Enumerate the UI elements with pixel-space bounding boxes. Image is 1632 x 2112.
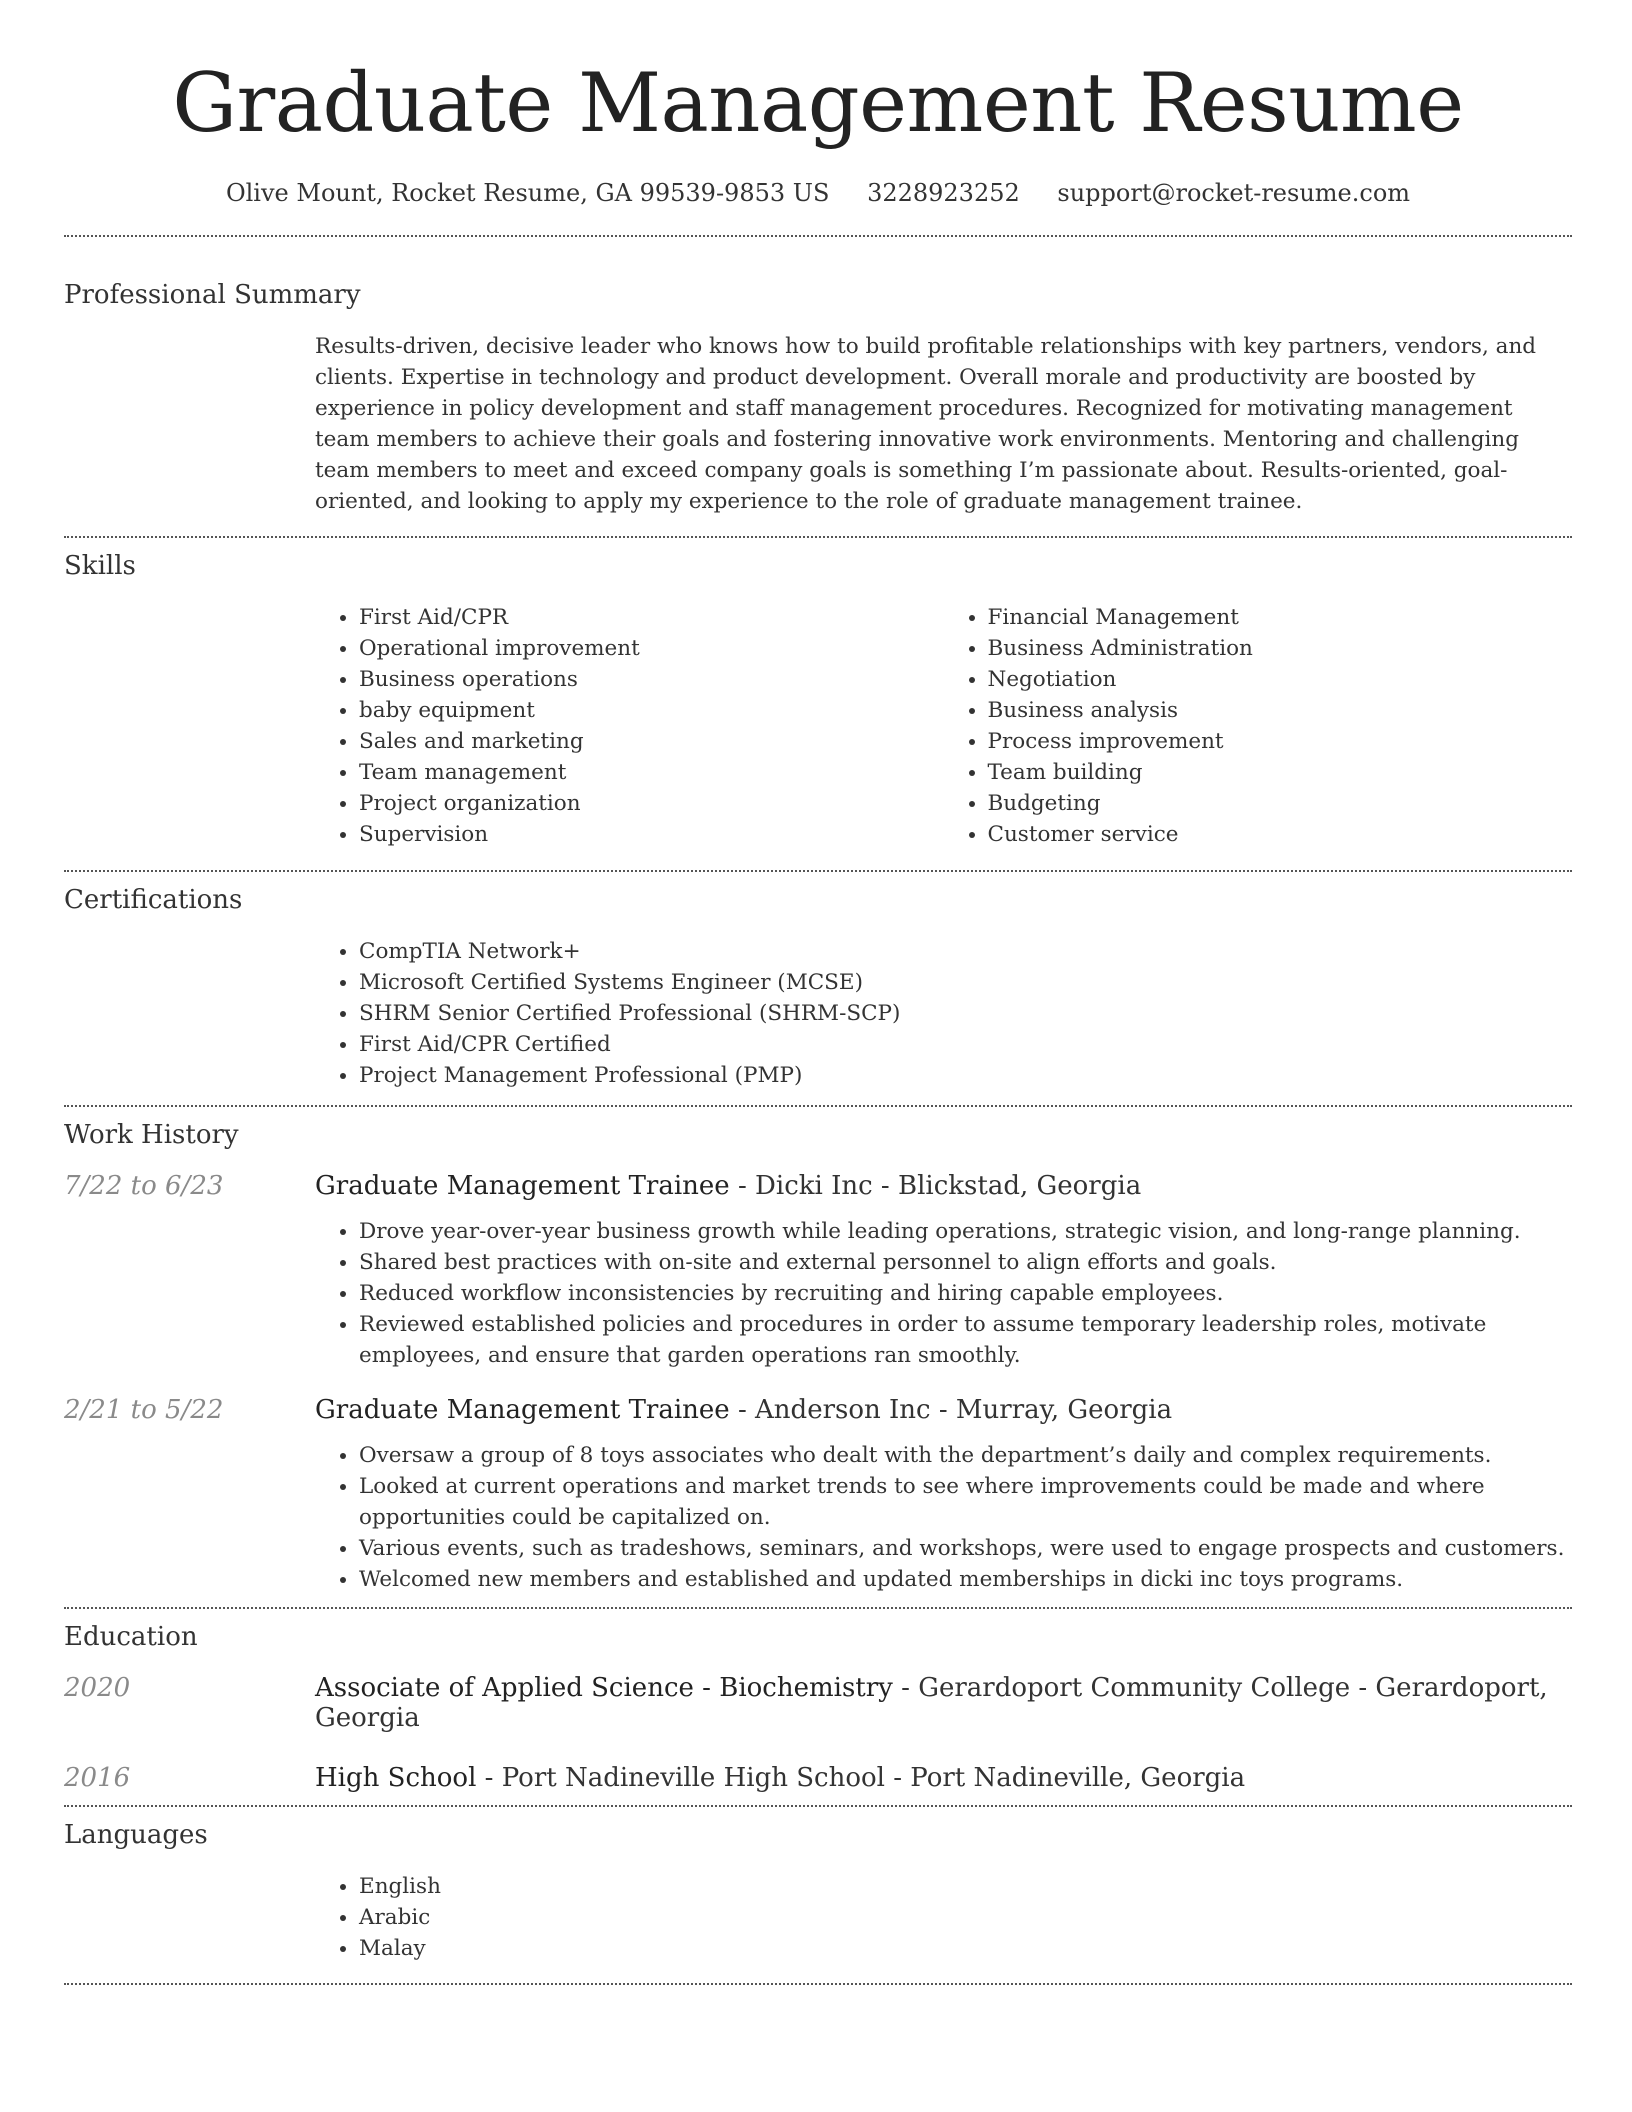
skill-item: • Financial Management	[988, 602, 1573, 633]
section-skills	[64, 549, 1572, 850]
divider	[64, 870, 1572, 872]
language-item: • English	[359, 1871, 1572, 1902]
education-year: 2016	[64, 1763, 131, 1793]
job-bullets	[315, 1440, 1572, 1595]
divider	[64, 1805, 1572, 1807]
section-summary	[64, 278, 1572, 517]
skill-item: • Budgeting	[988, 788, 1573, 819]
section-heading: Skills	[64, 551, 136, 581]
education-year: 2020	[64, 1673, 131, 1703]
separator: -	[729, 1171, 756, 1201]
education-entry	[64, 1763, 1572, 1793]
divider	[64, 1983, 1572, 1985]
section-heading: Certifications	[64, 885, 243, 915]
job-heading	[315, 1171, 1141, 1201]
job-dates: 7/22 to 6/23	[64, 1171, 224, 1201]
job-entry	[64, 1171, 1572, 1371]
skill-item: • Project organization	[359, 788, 944, 819]
certification-item: • SHRM Senior Certified Professional (SHRM-SCP)	[359, 998, 1572, 1029]
job-title: Graduate Management Trainee	[315, 1395, 730, 1425]
skill-item: • Business Administration	[988, 633, 1573, 664]
job-company-location: Anderson Inc - Murray, Georgia	[755, 1395, 1173, 1425]
skill-item: • Business operations	[359, 664, 944, 695]
skills-list-right	[944, 602, 1573, 850]
certification-item: • Microsoft Certified Systems Engineer (MCSE)	[359, 967, 1572, 998]
education-degree: Associate of Applied Science - Biochemistry	[315, 1673, 893, 1703]
section-heading: Education	[64, 1622, 198, 1652]
summary-text: Results-driven, decisive leader who knows how to build profitable relationships with key partners, vendors, and clients. Expertise in technology and product development. Overall morale and productivity are boosted by experience in policy development and staff management procedures. Recognized for motivating management team members to achieve their goals and fostering innovative work environments. Mentoring and challenging team members to meet and exceed company goals is something I’m passionate about. Results-oriented, goal-oriented, and looking to apply my experience to the role of graduate management trainee.	[315, 334, 1537, 514]
job-bullet: • Reviewed established policies and procedures in order to assume temporary leadership roles, motivate employees, and ensure that garden operations ran smoothly.	[359, 1309, 1572, 1371]
education-heading	[315, 1763, 1245, 1793]
certifications-content	[315, 936, 1572, 1091]
contact-line	[64, 176, 1572, 210]
skill-item: • baby equipment	[359, 695, 944, 726]
job-bullet: • Welcomed new members and established and updated memberships in dicki inc toys programs.	[359, 1564, 1572, 1595]
skill-item: • Negotiation	[988, 664, 1573, 695]
certification-item: • Project Management Professional (PMP)	[359, 1060, 1572, 1091]
divider	[64, 1105, 1572, 1107]
education-degree: High School	[315, 1763, 477, 1793]
education-school: Port Nadineville High School - Port Nadineville, Georgia	[501, 1763, 1246, 1793]
education-heading	[315, 1673, 1572, 1733]
skill-item: • Sales and marketing	[359, 726, 944, 757]
certification-item: • First Aid/CPR Certified	[359, 1029, 1572, 1060]
separator: -	[476, 1763, 502, 1793]
skill-item: • Customer service	[988, 819, 1573, 850]
section-certifications	[64, 883, 1572, 1091]
contact-address: Olive Mount, Rocket Resume, GA 99539-9853 US	[225, 179, 830, 207]
section-heading: Languages	[64, 1820, 208, 1850]
skill-item: • First Aid/CPR	[359, 602, 944, 633]
job-bullet: • Reduced workflow inconsistencies by recruiting and hiring capable employees.	[359, 1278, 1572, 1309]
job-entry	[64, 1395, 1572, 1595]
education-list	[64, 1673, 1572, 1793]
language-item: • Malay	[359, 1933, 1572, 1964]
job-bullets	[315, 1216, 1572, 1371]
job-heading	[315, 1395, 1172, 1425]
skill-item: • Supervision	[359, 819, 944, 850]
skills-list-left	[315, 602, 944, 850]
section-languages	[64, 1818, 1572, 1964]
job-bullet: • Shared best practices with on-site and external personnel to align efforts and goals.	[359, 1247, 1572, 1278]
skill-item: • Operational improvement	[359, 633, 944, 664]
resume-title: Graduate Management Resume	[172, 57, 1464, 151]
separator: -	[729, 1395, 756, 1425]
skill-item: • Team management	[359, 757, 944, 788]
divider	[64, 235, 1572, 237]
section-education	[64, 1620, 1572, 1793]
section-work-history	[64, 1118, 1572, 1595]
languages-content	[315, 1871, 1572, 1964]
job-title: Graduate Management Trainee	[315, 1171, 730, 1201]
job-bullet: • Looked at current operations and market trends to see where improvements could be made and where opportunities could be capitalized on.	[359, 1471, 1572, 1533]
resume-page	[64, 0, 1572, 1985]
job-bullet: • Oversaw a group of 8 toys associates who dealt with the department’s daily and complex requirements.	[359, 1440, 1572, 1471]
job-bullet: • Various events, such as tradeshows, seminars, and workshops, were used to engage prospects and customers.	[359, 1533, 1572, 1564]
skill-item: • Business analysis	[988, 695, 1573, 726]
education-entry	[64, 1673, 1572, 1733]
job-dates: 2/21 to 5/22	[64, 1395, 224, 1425]
education-school: Gerardoport Community College - Gerardoport, Georgia	[315, 1673, 1548, 1733]
separator: -	[892, 1673, 919, 1703]
jobs-list	[64, 1171, 1572, 1595]
certification-item: • CompTIA Network+	[359, 936, 1572, 967]
contact-phone: 3228923252	[867, 179, 1020, 207]
job-company-location: Dicki Inc - Blickstad, Georgia	[755, 1171, 1142, 1201]
languages-list	[315, 1871, 1572, 1964]
section-heading: Work History	[64, 1120, 239, 1150]
skill-item: • Process improvement	[988, 726, 1573, 757]
skill-item: • Team building	[988, 757, 1573, 788]
contact-email: support@rocket-resume.com	[1057, 179, 1411, 207]
language-item: • Arabic	[359, 1902, 1572, 1933]
skills-columns	[315, 602, 1572, 850]
divider	[64, 536, 1572, 538]
certifications-list	[315, 936, 1572, 1091]
job-bullet: • Drove year-over-year business growth while leading operations, strategic vision, and long-range planning.	[359, 1216, 1572, 1247]
section-heading: Professional Summary	[64, 280, 361, 310]
divider	[64, 1607, 1572, 1609]
